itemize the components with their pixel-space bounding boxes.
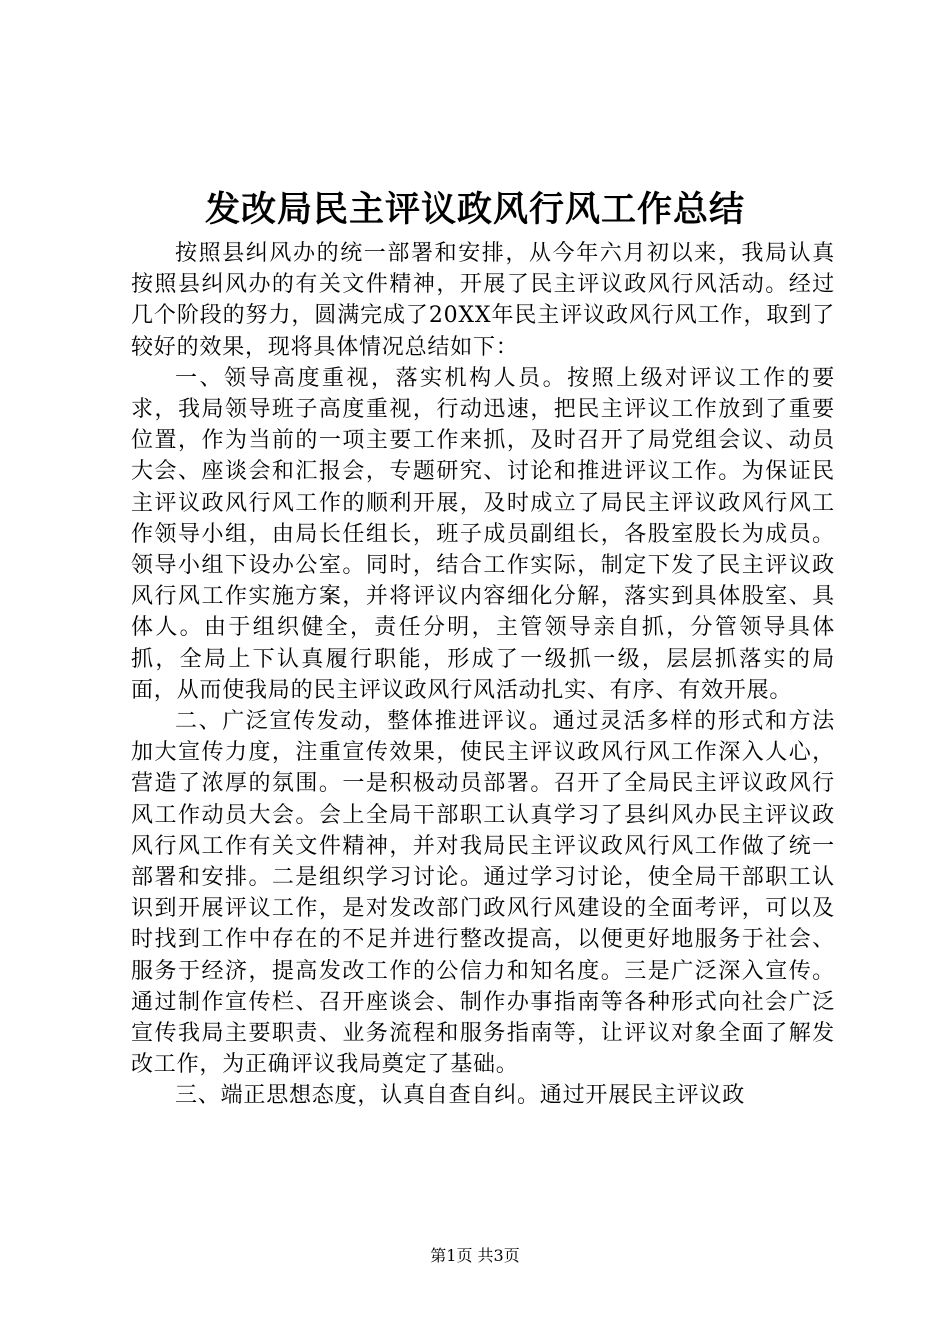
document-body	[131, 238, 835, 1112]
paragraph-section-1: 一、领导高度重视，落实机构人员。按照上级对评议工作的要求，我局领导班子高度重视，行动迅速，把民主评议工作放到了重要位置，作为当前的一项主要工作来抓，及时召开了局党组会议、动员大会、座谈会和汇报会，专题研究、讨论和推进评议工作。为保证民主评议政风行风工作的顺利开展，及时成立了局民主评议政风行风工作领导小组，由局长任组长，班子成员副组长，各股室股长为成员。领导小组下设办公室。同时，结合工作实际，制定下发了民主评议政风行风工作实施方案，并将评议内容细化分解，落实到具体股室、具体人。由于组织健全，责任分明，主管领导亲自抓，分管领导具体抓，全局上下认真履行职能，形成了一级抓一级，层层抓落实的局面，从而使我局的民主评议政风行风活动扎实、有序、有效开展。	[131, 365, 835, 703]
paragraph-section-3: 三、端正思想态度，认真自查自纠。通过开展民主评议政	[175, 1083, 746, 1109]
paragraph-intro: 按照县纠风办的统一部署和安排，从今年六月初以来，我局认真按照县纠风办的有关文件精神，开展了民主评议政风行风活动。经过几个阶段的努力，圆满完成了20XX年民主评议政风行风工作，取到了较好的效果，现将具体情况总结如下：	[131, 241, 835, 360]
paragraph-section-2: 二、广泛宣传发动，整体推进评议。通过灵活多样的形式和方法加大宣传力度，注重宣传效果，使民主评议政风行风工作深入人心，营造了浓厚的氛围。一是积极动员部署。召开了全局民主评议政风行风工作动员大会。会上全局干部职工认真学习了县纠风办民主评议政风行风工作有关文件精神，并对我局民主评议政风行风工作做了统一部署和安排。二是组织学习讨论。通过学习讨论，使全局干部职工认识到开展评议工作，是对发改部门政风行风建设的全面考评，可以及时找到工作中存在的不足并进行整改提高，以便更好地服务于社会、服务于经济，提高发改工作的公信力和知名度。三是广泛深入宣传。通过制作宣传栏、召开座谈会、制作办事指南等各种形式向社会广泛宣传我局主要职责、业务流程和服务指南等，让评议对象全面了解发改工作，为正确评议我局奠定了基础。	[131, 709, 835, 1078]
page-number-footer: 第1页 共3页	[430, 1246, 520, 1265]
document-title: 发改局民主评议政风行风工作总结	[204, 189, 745, 230]
